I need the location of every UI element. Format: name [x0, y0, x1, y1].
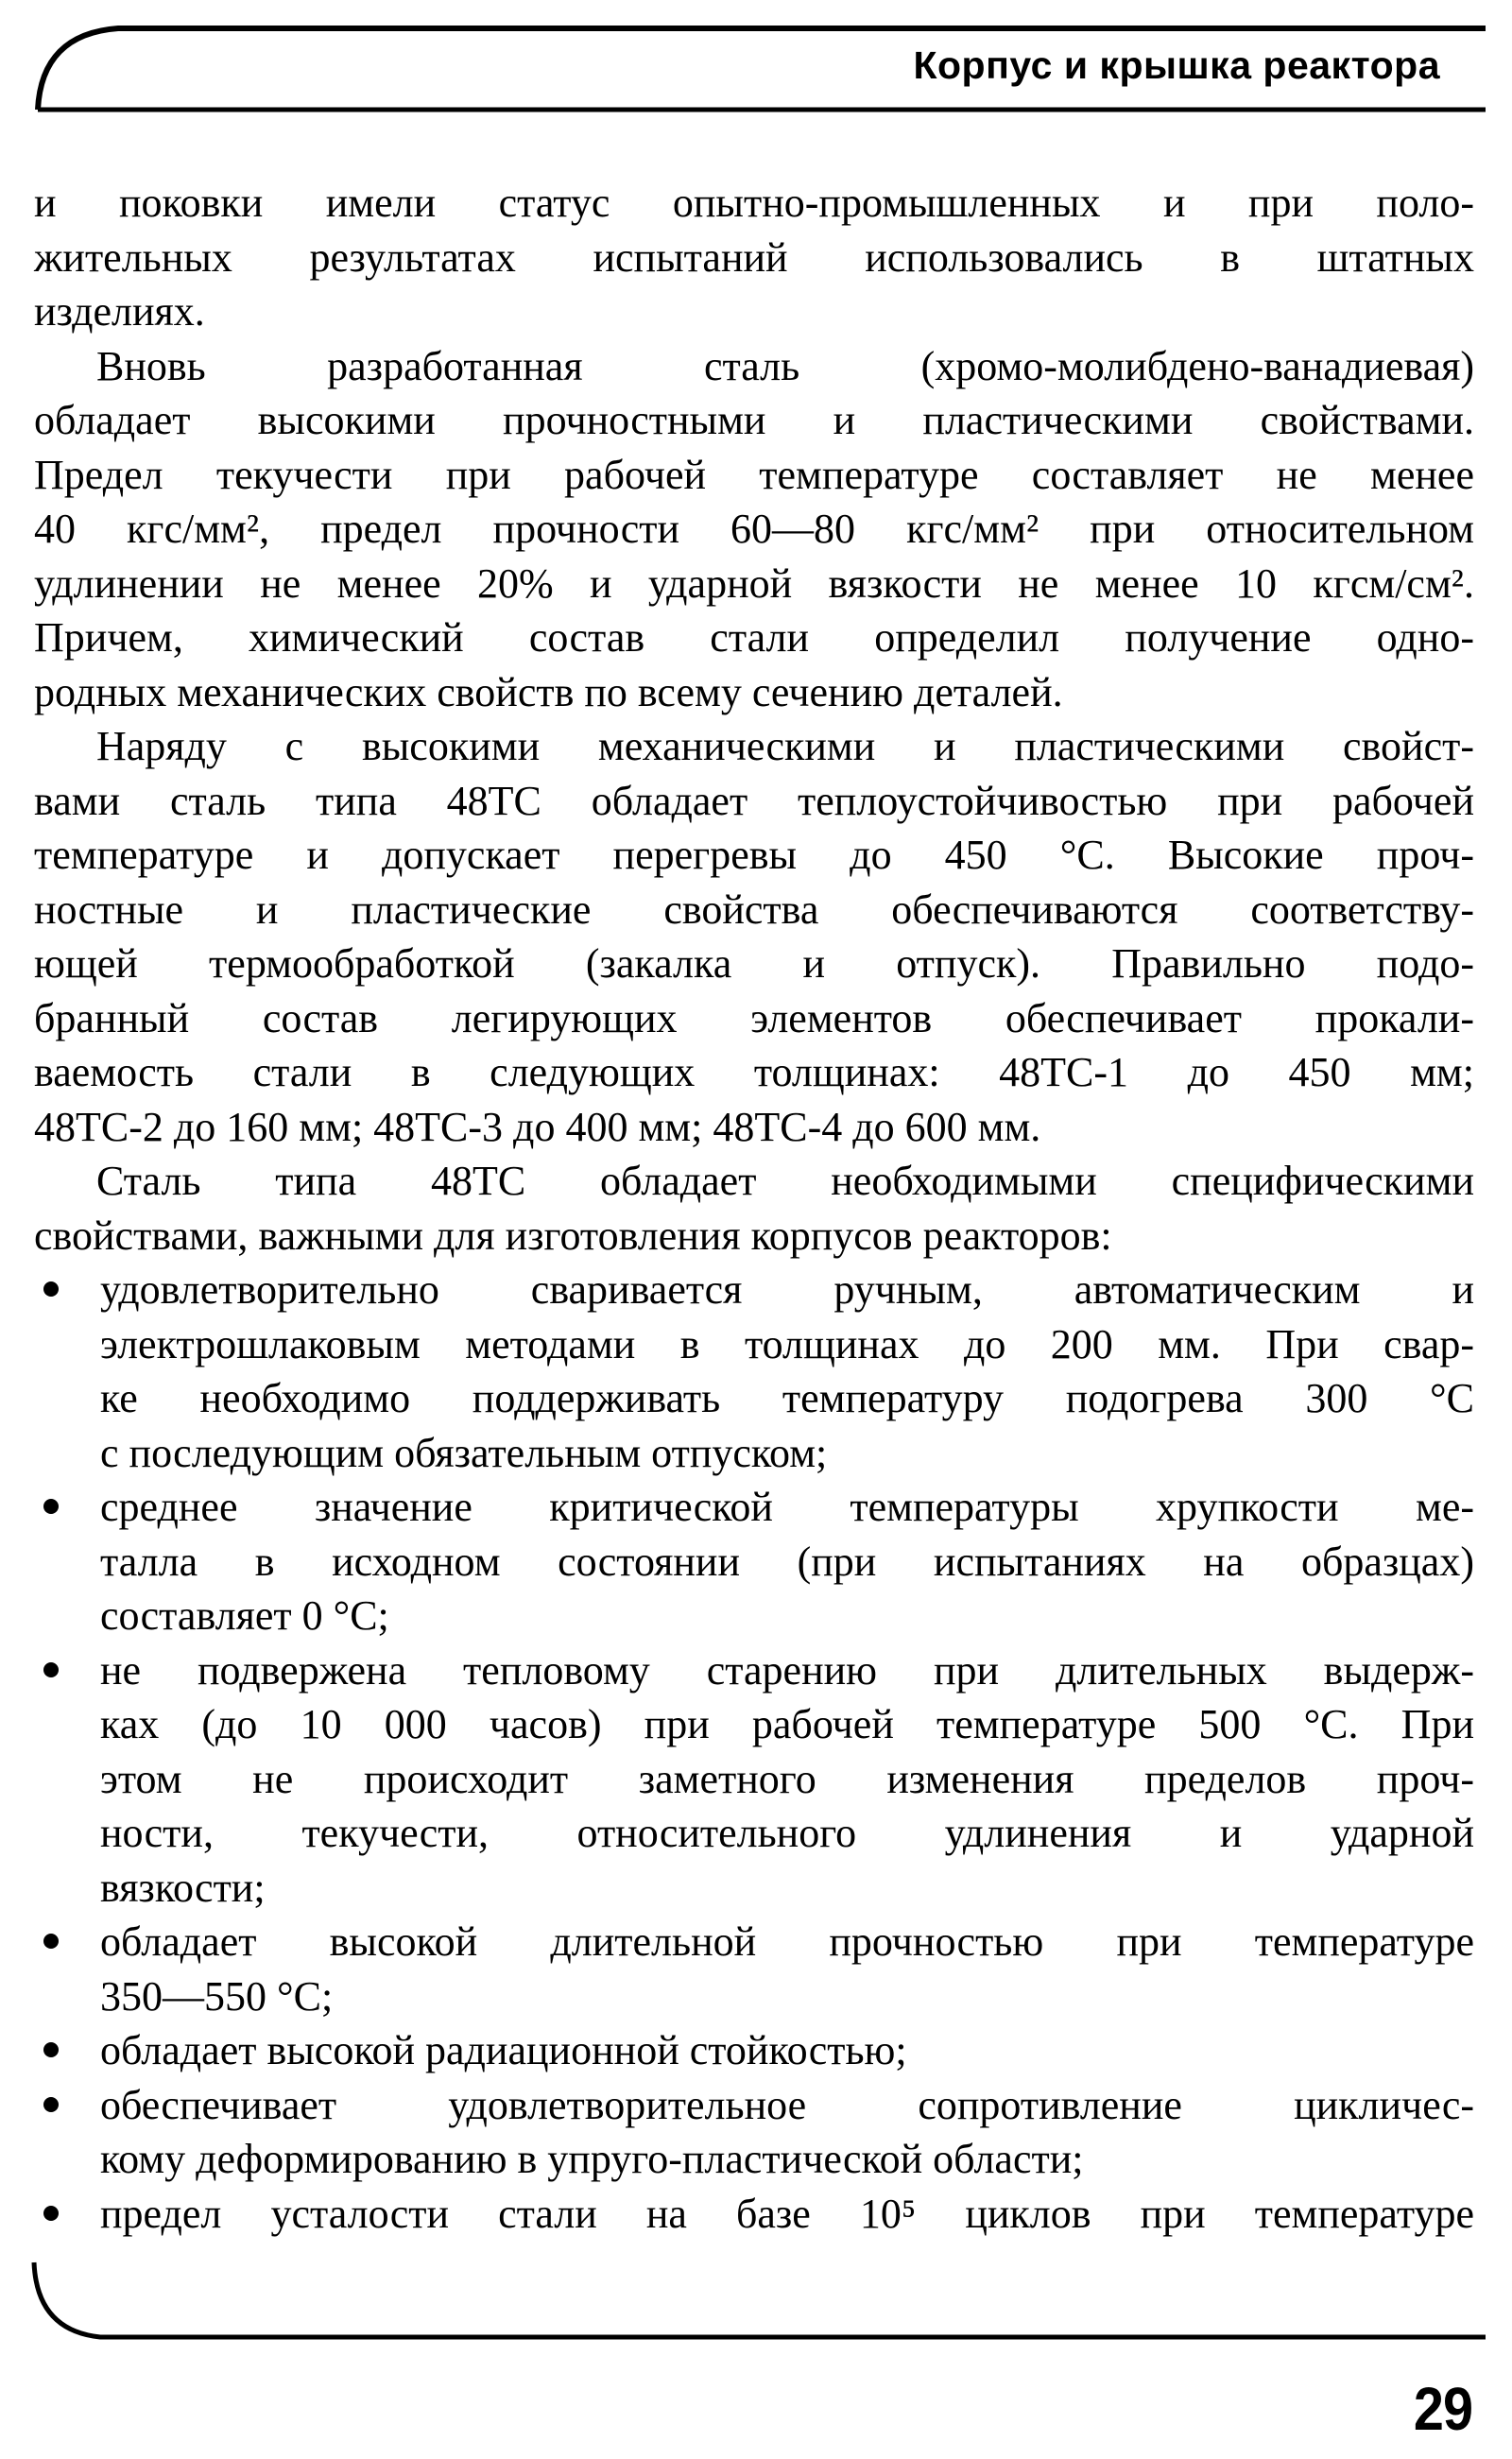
- text-line: обладает высокими прочностными и пластическими свойствами.: [34, 397, 1474, 443]
- bullet-item: [34, 1915, 1474, 2023]
- text-line: ностные и пластические свойства обеспечиваются соответству-: [34, 886, 1474, 933]
- text-line: Причем, химический состав стали определил получение одно-: [34, 614, 1474, 661]
- text-line: Вновь разработанная сталь (хромо-молибдено-ванадиевая): [96, 342, 1474, 389]
- bullet-icon: [43, 1662, 59, 1677]
- text-line: ках (до 10 000 часов) при рабочей температуре 500 °С. При: [100, 1701, 1474, 1747]
- text-line: с последующим обязательным отпуском;: [100, 1429, 828, 1476]
- bullet-icon: [43, 2042, 59, 2057]
- text-line: удлинении не менее 20% и ударной вязкости не менее 10 кгсм/см².: [34, 559, 1474, 607]
- text-line: предел усталости стали на базе 10⁵ циклов при температуре: [100, 2190, 1474, 2237]
- text-line: бранный состав легирующих элементов обеспечивает прокали-: [34, 994, 1474, 1041]
- text-line: удовлетворительно сваривается ручным, автоматическим и: [100, 1266, 1474, 1313]
- text-line: вами сталь типа 48ТС обладает теплоустойчивостью при рабочей: [34, 777, 1474, 824]
- text-line: составляет 0 °С;: [100, 1592, 389, 1639]
- bullet-item: [34, 2023, 1474, 2078]
- text-line: Наряду с высокими механическими и пластическими свойст-: [96, 723, 1474, 769]
- text-line: родных механических свойств по всему сечению деталей.: [34, 668, 1063, 715]
- text-line: обладает высокой радиационной стойкостью;: [100, 2027, 907, 2073]
- bullet-item: [34, 1480, 1474, 1643]
- text-line: температуре и допускает перегревы до 450 °С. Высокие проч-: [34, 832, 1474, 878]
- bullet-icon: [43, 2097, 59, 2112]
- paragraph: [34, 1154, 1474, 1263]
- paragraph: [34, 719, 1474, 1154]
- bullet-item: [34, 2187, 1474, 2242]
- text-line: ности, текучести, относительного удлинения и ударной: [100, 1810, 1474, 1856]
- paragraph: [34, 339, 1474, 720]
- text-line: свойствами, важными для изготовления корпусов реакторов:: [34, 1212, 1112, 1259]
- text-line: талла в исходном состоянии (при испытаниях на образцах): [100, 1538, 1474, 1585]
- text-line: ваемость стали в следующих толщинах: 48ТС-1 до 450 мм;: [34, 1049, 1474, 1095]
- text-line: Сталь типа 48ТС обладает необходимыми специфическими: [96, 1158, 1474, 1204]
- text-line: ке необходимо поддерживать температуру подогрева 300 °С: [100, 1375, 1474, 1421]
- bullet-icon: [43, 1934, 59, 1949]
- text-line: 48ТС-2 до 160 мм; 48ТС-3 до 400 мм; 48ТС-4 до 600 мм.: [34, 1103, 1041, 1150]
- text-line: и поковки имели статус опытно-промышленных и при поло-: [34, 180, 1474, 226]
- text-line: обеспечивает удовлетворительное сопротивление цикличес-: [100, 2081, 1474, 2128]
- text-line: вязкости;: [100, 1864, 266, 1911]
- footer-rule: [0, 2249, 1512, 2459]
- text-line: среднее значение критической температуры хрупкости ме-: [100, 1484, 1474, 1530]
- text-line: не подвержена тепловому старению при длительных выдерж-: [100, 1646, 1474, 1694]
- text-line: изделиях.: [34, 288, 205, 335]
- text-line: этом не происходит заметного изменения пределов проч-: [100, 1755, 1474, 1802]
- text-line: ющей термообработкой (закалка и отпуск). Правильно подо-: [34, 940, 1474, 987]
- bullet-icon: [43, 1499, 59, 1514]
- text-line: жительных результатах испытаний использовались в штатных: [34, 233, 1474, 281]
- bullet-icon: [43, 2206, 59, 2221]
- bullet-icon: [43, 1281, 59, 1297]
- running-head-title: Корпус и крышка реактора: [913, 43, 1440, 87]
- page-number: 29: [1413, 2375, 1472, 2443]
- bullet-item: [34, 1643, 1474, 1916]
- text-line: 350—550 °С;: [100, 1972, 334, 2020]
- content: [34, 176, 1474, 2241]
- text-line: обладает высокой длительной прочностью при температуре: [100, 1918, 1474, 1965]
- text-line: электрошлаковым методами в толщинах до 200 мм. При свар-: [100, 1320, 1474, 1367]
- bullet-item: [34, 2078, 1474, 2187]
- paragraph: [34, 176, 1474, 339]
- text-line: Предел текучести при рабочей температуре составляет не менее: [34, 451, 1474, 498]
- text-line: кому деформированию в упруго-пластической области;: [100, 2136, 1084, 2182]
- bullet-item: [34, 1263, 1474, 1480]
- text-line: 40 кгс/мм², предел прочности 60—80 кгс/мм² при относительном: [34, 506, 1474, 552]
